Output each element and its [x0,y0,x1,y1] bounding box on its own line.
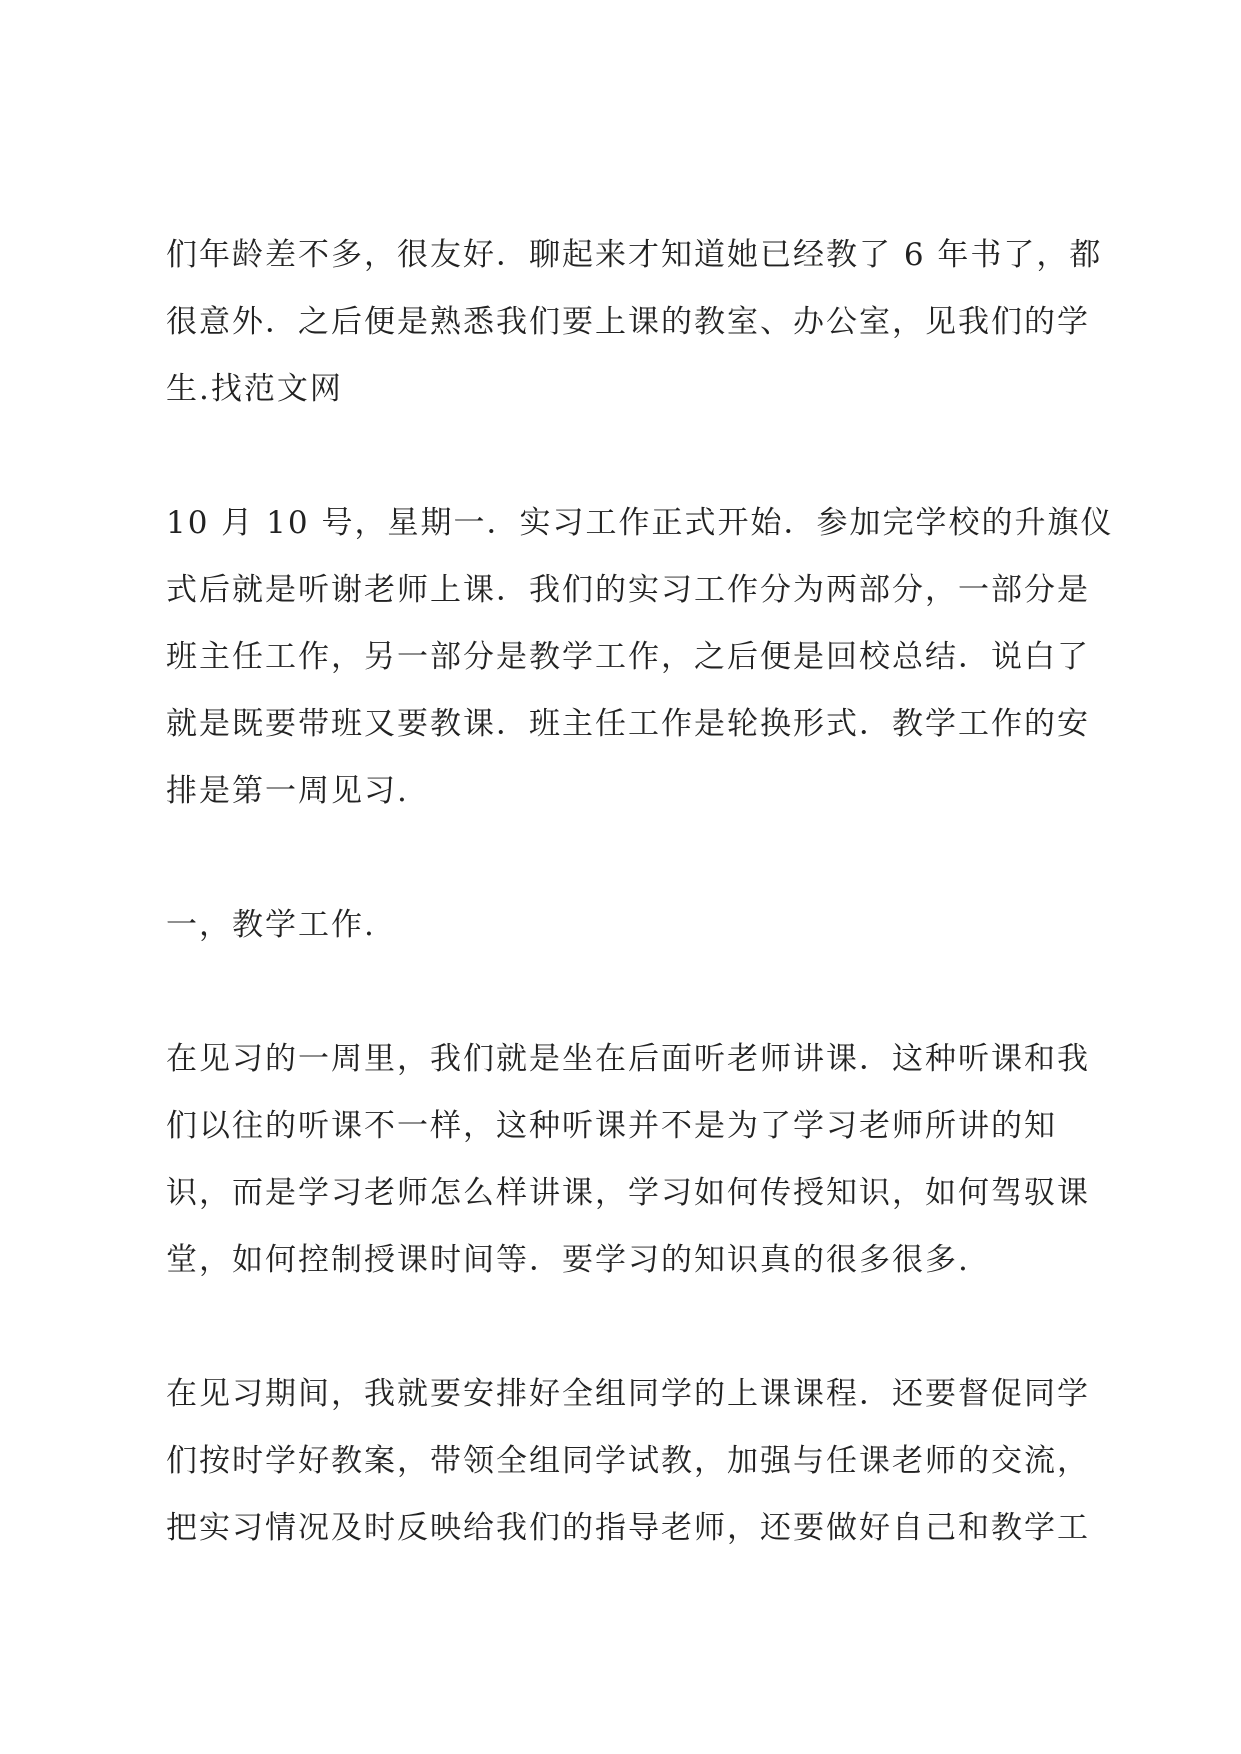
text-line: 在见习的一周里，我们就是坐在后面听老师讲课．这种听课和我 [166,1041,1090,1077]
paragraph-4 [166,1026,1090,1294]
text-line: 把实习情况及时反映给我们的指导老师，还要做好自己和教学工 [166,1510,1090,1546]
text-line: 们按时学好教案，带领全组同学试教，加强与任课老师的交流， [166,1443,1090,1479]
text-line: 排是第一周见习. [166,773,409,809]
paragraph-5 [166,1361,1090,1562]
text-line: 生.找范文网 [166,371,343,407]
text-line: 就是既要带班又要教课．班主任工作是轮换形式．教学工作的安 [166,706,1090,742]
paragraph-2 [166,490,1114,825]
text-line: 堂，如何控制授课时间等．要学习的知识真的很多很多. [166,1242,970,1278]
text-line: 班主任工作，另一部分是教学工作，之后便是回校总结．说白了 [166,639,1090,675]
text-line: 们以往的听课不一样，这种听课并不是为了学习老师所讲的知 [166,1108,1057,1144]
text-line: 在见习期间，我就要安排好全组同学的上课课程．还要督促同学 [166,1376,1090,1412]
text-line: 识，而是学习老师怎么样讲课，学习如何传授知识，如何驾驭课 [166,1175,1090,1211]
heading-line: 一，教学工作. [166,907,376,943]
paragraph-1 [166,222,1103,423]
text-line: 很意外．之后便是熟悉我们要上课的教室、办公室，见我们的学 [166,304,1090,340]
section-heading [166,892,1086,959]
text-line: 10 月 10 号，星期一．实习工作正式开始．参加完学校的升旗仪 [166,505,1114,541]
text-line: 式后就是听谢老师上课．我们的实习工作分为两部分，一部分是 [166,572,1090,608]
text-line: 们年龄差不多，很友好．聊起来才知道她已经教了 6 年书了，都 [166,237,1103,273]
document-body [166,222,1114,1562]
